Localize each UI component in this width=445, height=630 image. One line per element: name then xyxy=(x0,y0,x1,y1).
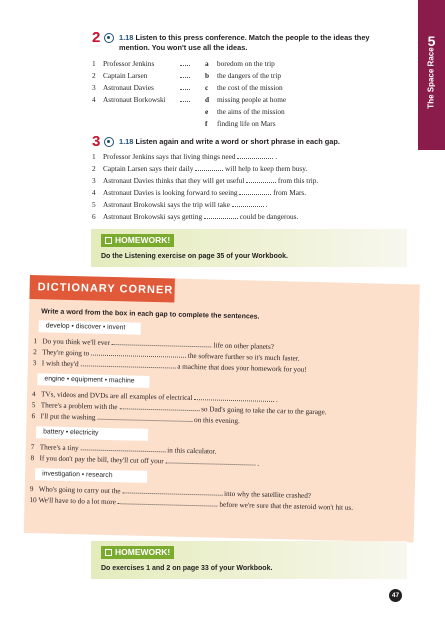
word-box-2: engine • equipment • machine xyxy=(37,373,149,388)
answer-blank[interactable] xyxy=(232,201,264,207)
unit-title: The Space Race xyxy=(426,47,436,109)
answer-blank[interactable] xyxy=(194,394,274,402)
homework-box-1 xyxy=(91,229,407,267)
audio-cd-icon xyxy=(104,137,114,147)
unit-side-tab xyxy=(418,0,445,150)
dictionary-corner xyxy=(24,275,420,542)
dictionary-sentence: 9 Who's going to carry out the into why the satellite crashed? xyxy=(29,485,312,500)
gap-fill-item: 3 Astronaut Davies thinks that they will get useful from this trip. xyxy=(92,176,319,185)
answer-blank[interactable] xyxy=(122,487,222,495)
exercise-2-number: 2 xyxy=(92,29,101,46)
homework-text: Do the Listening exercise on page 35 of your Workbook. xyxy=(101,253,288,260)
person-item: 2 Captain Larsen xyxy=(92,71,148,80)
dictionary-sentence: 2 They're going to the software further so it's much faster. xyxy=(33,348,300,363)
answer-blank[interactable] xyxy=(239,189,271,195)
answer-blank[interactable] xyxy=(180,59,190,68)
answer-blank[interactable] xyxy=(180,71,190,80)
dictionary-corner-title: DICTIONARY CORNER xyxy=(29,275,175,303)
house-icon xyxy=(105,237,112,244)
word-box-3: battery • electricity xyxy=(36,426,148,441)
dictionary-sentence: 8 If you don't pay the bill, they'll cut off your . xyxy=(30,454,260,468)
dictionary-sentence: 5 There's a problem with the so Dad's going to take the car to the garage. xyxy=(31,401,327,417)
answer-blank[interactable] xyxy=(91,350,186,358)
idea-item: e the aims of the mission xyxy=(205,107,285,116)
answer-blank[interactable] xyxy=(97,414,192,422)
idea-item: a boredom on the trip xyxy=(205,59,275,68)
homework-label: HOMEWORK! xyxy=(101,546,174,559)
answer-blank[interactable] xyxy=(119,403,199,411)
idea-item: f finding life on Mars xyxy=(205,119,276,128)
house-icon xyxy=(105,549,112,556)
answer-blank[interactable] xyxy=(246,177,276,183)
homework-text: Do exercises 1 and 2 on page 33 of your Workbook. xyxy=(101,565,273,572)
gap-fill-item: 4 Astronaut Davies is looking forward to seeing from Mars. xyxy=(92,188,307,197)
answer-blank[interactable] xyxy=(180,83,190,92)
person-item: 3 Astronaut Davies xyxy=(92,83,154,92)
dictionary-sentence: 1 Do you think we'll ever life on other planets? xyxy=(33,337,275,351)
dictionary-sentence: 4 TVs, videos and DVDs are all examples of electrical . xyxy=(31,390,278,405)
answer-blank[interactable] xyxy=(112,339,212,347)
word-box-1: develop • discover • invent xyxy=(39,320,141,334)
homework-label: HOMEWORK! xyxy=(101,234,174,247)
homework-box-2 xyxy=(91,541,407,579)
gap-fill-item: 1 Professor Jenkins says that living things need . xyxy=(92,152,278,161)
person-item: 4 Astronaut Borkowski xyxy=(92,95,166,104)
exercise-2-instruction: 1.18 Listen to this press conference. Match the people to the ideas they mention. You won't use all the ideas. xyxy=(119,33,370,52)
gap-fill-item: 2 Captain Larsen says their daily will help to keep them busy. xyxy=(92,164,308,173)
dictionary-sentence: 10 We'll have to do a lot more before we're sure that the asteroid won't hit us. xyxy=(29,496,354,512)
unit-number: 5 xyxy=(427,33,436,49)
person-item: 1 Professor Jenkins xyxy=(92,59,155,68)
exercise-3-number: 3 xyxy=(92,133,101,150)
idea-item: c the cost of the mission xyxy=(205,83,283,92)
answer-blank[interactable] xyxy=(165,457,255,465)
audio-cd-icon xyxy=(104,33,114,43)
dictionary-instruction: Write a word from the box in each gap to complete the sentences. xyxy=(41,308,260,321)
dictionary-sentence: 6 I'll put the washing on this evening. xyxy=(31,412,240,426)
answer-blank[interactable] xyxy=(118,498,218,506)
page-number: 47 xyxy=(389,589,402,602)
exercise-3-instruction: 1.18 Listen again and write a word or short phrase in each gap. xyxy=(119,137,340,146)
answer-blank[interactable] xyxy=(180,95,190,104)
gap-fill-item: 5 Astronaut Brokowski says the trip will take . xyxy=(92,200,268,209)
gap-fill-item: 6 Astronaut Brokowski says getting could be dangerous. xyxy=(92,212,299,221)
word-box-4: investigation • research xyxy=(35,468,147,483)
dictionary-sentence: 3 I wish they'd a machine that does your homework for you! xyxy=(32,359,307,374)
answer-blank[interactable] xyxy=(204,213,238,219)
dictionary-sentence: 7 There's a tiny in this calculator. xyxy=(30,443,217,456)
idea-item: b the dangers of the trip xyxy=(205,71,282,80)
answer-blank[interactable] xyxy=(80,444,165,452)
answer-blank[interactable] xyxy=(195,165,223,171)
answer-blank[interactable] xyxy=(80,360,175,368)
idea-item: d missing people at home xyxy=(205,95,287,104)
answer-blank[interactable] xyxy=(237,153,273,159)
